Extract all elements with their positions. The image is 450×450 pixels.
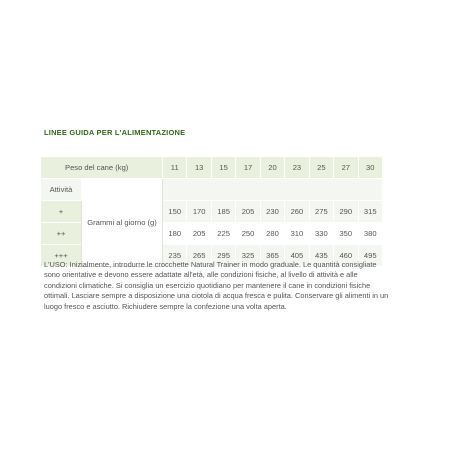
weight-cell: 27 (334, 157, 358, 179)
table-cell: 310 (285, 223, 309, 245)
table-cell: 205 (236, 201, 260, 223)
table-cell: 295 (211, 245, 235, 267)
table-cell: 435 (309, 245, 333, 267)
table-cell: 315 (358, 201, 382, 223)
weight-cell: 30 (358, 157, 382, 179)
table-cell: 380 (358, 223, 382, 245)
activity-level: + (41, 201, 82, 223)
table-cell: 365 (260, 245, 284, 267)
table-cell: 290 (334, 201, 358, 223)
table-cell: 180 (163, 223, 187, 245)
activity-level: ++ (41, 223, 82, 245)
table-cell: 250 (236, 223, 260, 245)
weight-cell: 13 (187, 157, 211, 179)
table-cell: 235 (163, 245, 187, 267)
feeding-guide-table (40, 156, 383, 267)
table-cell: 330 (309, 223, 333, 245)
table-cell: 225 (211, 223, 235, 245)
table-cell: 495 (358, 245, 382, 267)
table-cell: 205 (187, 223, 211, 245)
activity-header-row (41, 179, 383, 201)
activity-label: Attività (41, 179, 82, 201)
weight-cell: 20 (260, 157, 284, 179)
table-cell: 260 (285, 201, 309, 223)
table-cell: 350 (334, 223, 358, 245)
grams-label: Grammi al giorno (g) (82, 179, 163, 267)
weight-cell: 11 (163, 157, 187, 179)
weight-cell: 25 (309, 157, 333, 179)
table-cell: 405 (285, 245, 309, 267)
table-header-row (41, 157, 383, 179)
usage-note: L'USO: Inizialmente, introdurre le crocchette Natural Trainer in modo graduale. Le quantità consigliate sono orientative e devono essere adattate all'età, alle condizioni fisiche, al livello di attività e alle condizioni climatiche. Si consiglia un esercizio quotidiano per mantenere il cane in condizioni fisiche ottimali. Lasciare sempre a disposizione una ciotola di acqua fresca e pulita. Conservare gli alimenti in un luogo fresco e asciutto. Richiudere sempre la confezione una volta aperta. (44, 260, 389, 311)
blank-cell (163, 179, 383, 201)
table-cell: 170 (187, 201, 211, 223)
page-title: LINEE GUIDA PER L'ALIMENTAZIONE (44, 128, 186, 137)
table-cell: 460 (334, 245, 358, 267)
table-cell: 185 (211, 201, 235, 223)
weight-cell: 17 (236, 157, 260, 179)
table-cell: 230 (260, 201, 284, 223)
weight-cell: 23 (285, 157, 309, 179)
table-cell: 280 (260, 223, 284, 245)
table-cell: 150 (163, 201, 187, 223)
table-cell: 275 (309, 201, 333, 223)
table-cell: 265 (187, 245, 211, 267)
weight-label: Peso del cane (kg) (41, 157, 163, 179)
weight-cell: 15 (211, 157, 235, 179)
activity-level: +++ (41, 245, 82, 267)
table-cell: 325 (236, 245, 260, 267)
